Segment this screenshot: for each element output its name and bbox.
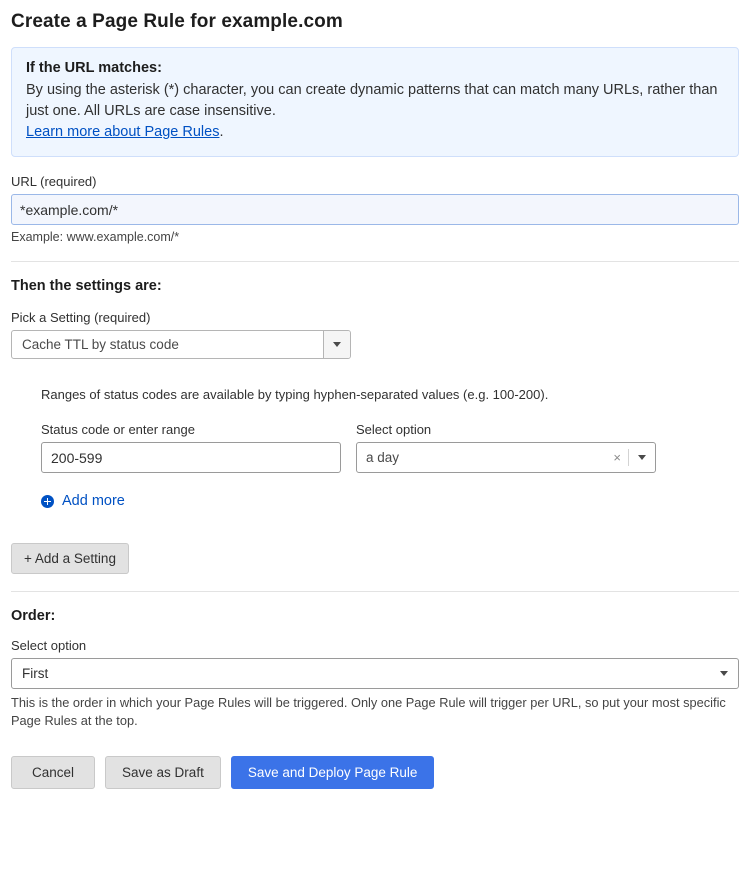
order-select[interactable] [11, 658, 739, 689]
chevron-down-icon[interactable] [629, 455, 655, 460]
select-option-label: Select option [356, 422, 432, 438]
order-help-text: This is the order in which your Page Rules will be triggered. Only one Page Rule will trigger per URL, so put your most specific Page Rules at the top. [11, 694, 726, 729]
info-box-description: By using the asterisk (*) character, you can create dynamic patterns that can match many URLs, rather than just one. All URLs are case insensitive. [26, 82, 718, 120]
pick-setting-label: Pick a Setting (required) [11, 310, 151, 326]
form-actions [11, 756, 739, 789]
status-code-field-group [41, 422, 341, 473]
status-code-input[interactable] [41, 442, 341, 473]
order-select-value: First [22, 665, 49, 681]
range-note: Ranges of status codes are available by typing hyphen-separated values (e.g. 100-200). [41, 387, 549, 403]
settings-section-title: Then the settings are: [11, 278, 162, 295]
chevron-down-icon[interactable] [323, 331, 350, 358]
status-code-settings-block [41, 387, 739, 513]
page-rule-form [0, 11, 750, 789]
order-section-title: Order: [11, 607, 56, 624]
clear-icon[interactable]: × [613, 450, 621, 466]
add-more-button[interactable] [41, 493, 125, 509]
url-field-label: URL (required) [11, 174, 97, 190]
info-box-title: If the URL matches: [26, 60, 162, 76]
status-code-label: Status code or enter range [41, 422, 195, 438]
url-example-text: Example: www.example.com/* [11, 230, 180, 245]
info-box-text [26, 80, 724, 143]
pick-setting-value: Cache TTL by status code [22, 337, 179, 353]
ttl-option-select[interactable] [356, 442, 656, 473]
add-a-setting-button[interactable]: + Add a Setting [11, 543, 129, 574]
add-more-label: Add more [62, 493, 125, 510]
save-and-deploy-button[interactable]: Save and Deploy Page Rule [231, 756, 435, 789]
plus-circle-icon [41, 495, 54, 508]
status-code-row [41, 422, 739, 473]
divider-settings [11, 261, 739, 262]
info-box-period: . [219, 124, 224, 141]
order-select-label: Select option [11, 637, 87, 653]
url-match-info-box [11, 47, 739, 157]
pick-setting-select[interactable] [11, 330, 351, 359]
cancel-button[interactable]: Cancel [11, 756, 95, 789]
save-as-draft-button[interactable]: Save as Draft [105, 756, 221, 789]
page-title: Create a Page Rule for example.com [11, 11, 343, 32]
chevron-down-icon[interactable] [720, 671, 728, 676]
ttl-option-value: a day [366, 450, 400, 466]
url-input[interactable] [11, 194, 739, 225]
add-setting-wrap [11, 543, 739, 574]
divider-order [11, 591, 739, 592]
ttl-option-field-group [356, 422, 656, 473]
learn-more-link[interactable]: Learn more about Page Rules [26, 124, 220, 141]
